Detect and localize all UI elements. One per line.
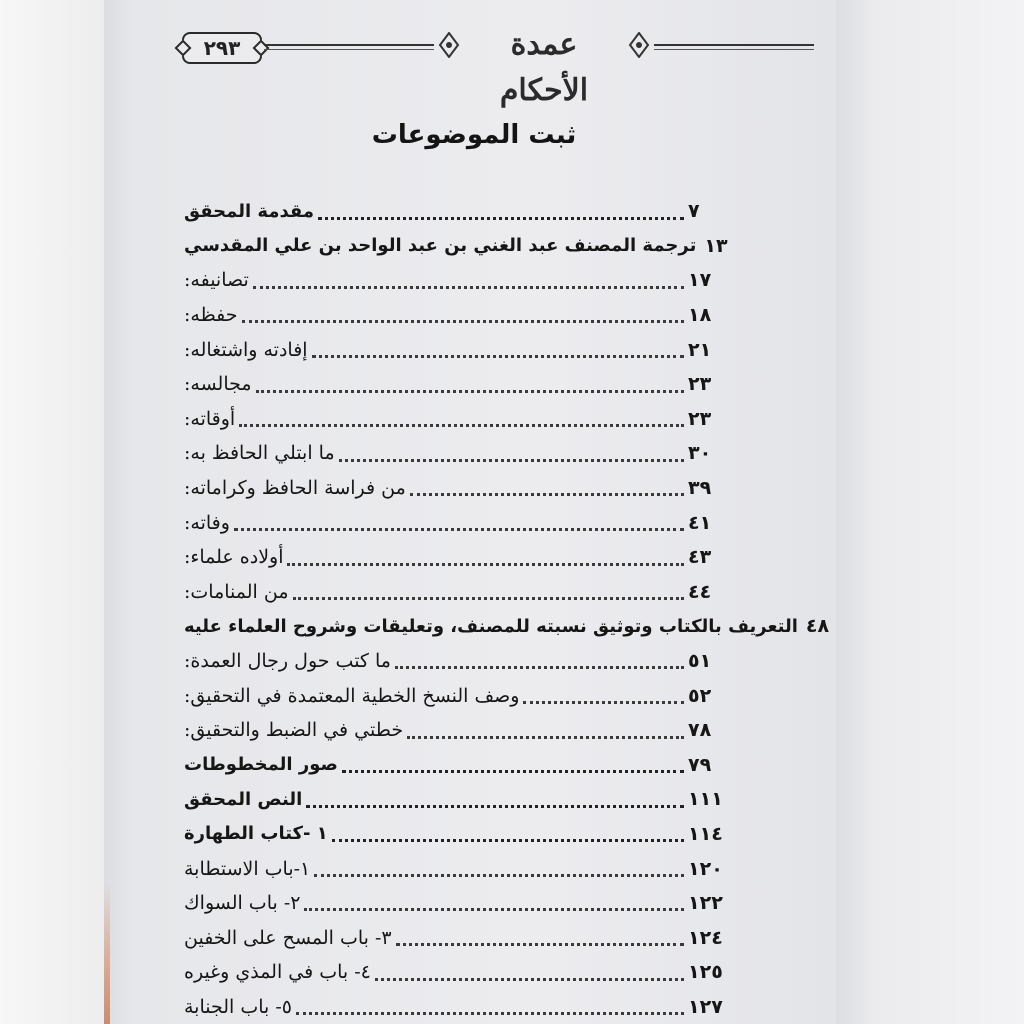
toc-entry-title: مجالسه: <box>184 373 252 396</box>
toc-entry <box>182 782 734 817</box>
toc-entry-title: من فراسة الحافظ وكراماته: <box>184 477 406 500</box>
toc-entry-page: ٢٣ <box>688 407 712 430</box>
toc-entry-page: ١٢٢ <box>688 892 723 915</box>
toc-entry-page: ١٧ <box>688 269 712 292</box>
toc-entry <box>182 505 734 540</box>
dot-leader <box>293 596 684 600</box>
toc-entry-page: ١٨ <box>688 304 712 327</box>
dot-leader <box>239 423 684 427</box>
toc-entry-title: ١-باب الاستطابة <box>184 857 311 880</box>
toc-entry <box>182 471 734 506</box>
toc-entry-page: ٢٣ <box>688 373 712 396</box>
dot-leader <box>253 285 684 289</box>
background-right <box>836 0 1024 1024</box>
toc-entry <box>182 540 734 575</box>
toc-entry <box>182 644 734 679</box>
toc-entry-page: ٤٣ <box>688 546 712 569</box>
toc-entry-title: ٢- باب السواك <box>184 892 301 915</box>
page-title: ثبت الموضوعات <box>371 120 577 150</box>
dot-leader <box>312 354 684 358</box>
toc-entry-page: ١١٤ <box>688 822 723 845</box>
toc-entry-title: حفظه: <box>184 304 238 327</box>
dot-leader <box>396 942 684 946</box>
toc-entry <box>182 748 734 783</box>
dot-leader <box>375 977 684 981</box>
toc-entry <box>182 194 734 229</box>
page-number: ٢٩٣ <box>182 32 262 64</box>
toc-entry-page: ٧٩ <box>688 753 712 776</box>
toc-entry-title: وفاته: <box>184 511 230 534</box>
dot-leader <box>242 319 684 323</box>
toc-entry <box>182 609 830 644</box>
toc-entry-page: ١١١ <box>688 788 723 811</box>
header-rule-right <box>654 44 814 46</box>
toc-entry <box>182 990 734 1024</box>
toc-entry-title: من المنامات: <box>184 580 289 603</box>
toc-entry-title: إفادته واشتغاله: <box>184 338 308 361</box>
toc-entry-title: ما ابتلي الحافظ به: <box>184 442 335 465</box>
dot-leader <box>342 769 684 773</box>
toc-entry <box>182 955 734 990</box>
toc-entry-page: ٢١ <box>688 338 712 361</box>
toc-entry <box>182 713 734 748</box>
dot-leader <box>339 458 684 462</box>
toc-entry-page: ٥١ <box>688 650 712 673</box>
toc-entry-page: ٣٩ <box>688 477 712 500</box>
toc-entry <box>182 851 734 886</box>
dot-leader <box>395 665 684 669</box>
page-edge-shadow <box>104 884 110 1024</box>
toc-entry <box>182 332 734 367</box>
toc-entry <box>182 817 734 852</box>
toc-entry <box>182 298 734 333</box>
toc-entry-title: أولاده علماء: <box>184 546 284 569</box>
dot-leader <box>332 838 684 842</box>
toc-entry <box>182 678 734 713</box>
background-left <box>0 0 104 1024</box>
toc-entry-page: ١٢٤ <box>688 926 723 949</box>
toc-entry <box>182 575 734 610</box>
page-header <box>174 22 814 108</box>
book-page <box>104 0 836 1024</box>
dot-leader <box>410 492 684 496</box>
toc-entry-title: ٥- باب الجنابة <box>184 995 293 1018</box>
dot-leader <box>407 735 684 739</box>
toc-entry <box>182 886 734 921</box>
toc-entry-title: النص المحقق <box>184 788 303 810</box>
table-of-contents <box>182 194 830 1024</box>
toc-entry-title: ٣- باب المسح على الخفين <box>184 926 392 949</box>
toc-entry <box>182 436 734 471</box>
dot-leader <box>256 389 684 393</box>
toc-entry-title: التعريف بالكتاب وتوثيق نسبته للمصنف، وتعليقات وشروح العلماء عليه <box>184 615 798 637</box>
dot-leader <box>234 527 684 531</box>
toc-entry-title: وصف النسخ الخطية المعتمدة في التحقيق: <box>184 684 520 707</box>
toc-entry-title: ترجمة المصنف عبد الغني بن عبد الواحد بن علي المقدسي <box>184 235 697 257</box>
toc-entry-page: ١٢٥ <box>688 961 723 984</box>
ornament-icon <box>628 32 650 58</box>
dot-leader <box>314 873 684 877</box>
toc-entry <box>182 229 734 264</box>
toc-entry-title: ٤- باب في المذي وغيره <box>184 961 371 984</box>
running-title: عمدة الأحكام <box>499 27 589 108</box>
dot-leader <box>304 907 684 911</box>
toc-entry-page: ١٣ <box>704 234 728 257</box>
toc-entry-page: ٤٤ <box>688 580 712 603</box>
dot-leader <box>306 804 684 808</box>
toc-entry <box>182 263 734 298</box>
toc-entry-page: ٣٠ <box>688 442 712 465</box>
toc-entry-title: تصانيفه: <box>184 269 249 292</box>
toc-entry-title: ١ -كتاب الطهارة <box>184 823 328 845</box>
toc-entry-page: ١٢٠ <box>688 857 723 880</box>
dot-leader <box>287 562 684 566</box>
toc-entry-title: صور المخطوطات <box>184 754 338 776</box>
toc-entry <box>182 402 734 437</box>
header-rule-left <box>264 44 434 46</box>
ornament-icon <box>438 32 460 58</box>
dot-leader <box>296 1011 684 1015</box>
toc-entry-page: ٥٢ <box>688 684 712 707</box>
toc-entry-title: خطتي في الضبط والتحقيق: <box>184 719 404 742</box>
toc-entry-page: ٧ <box>688 200 700 223</box>
dot-leader <box>318 216 684 220</box>
toc-entry-page: ١٢٧ <box>688 995 723 1018</box>
toc-entry-page: ٤٨ <box>805 615 830 638</box>
dot-leader <box>523 700 684 704</box>
toc-entry <box>182 367 734 402</box>
toc-entry-page: ٧٨ <box>688 719 712 742</box>
toc-entry <box>182 920 734 955</box>
toc-entry-page: ٤١ <box>688 511 712 534</box>
toc-entry-title: ما كتب حول رجال العمدة: <box>184 650 391 673</box>
toc-entry-title: مقدمة المحقق <box>184 200 314 222</box>
toc-entry-title: أوقاته: <box>184 407 236 430</box>
